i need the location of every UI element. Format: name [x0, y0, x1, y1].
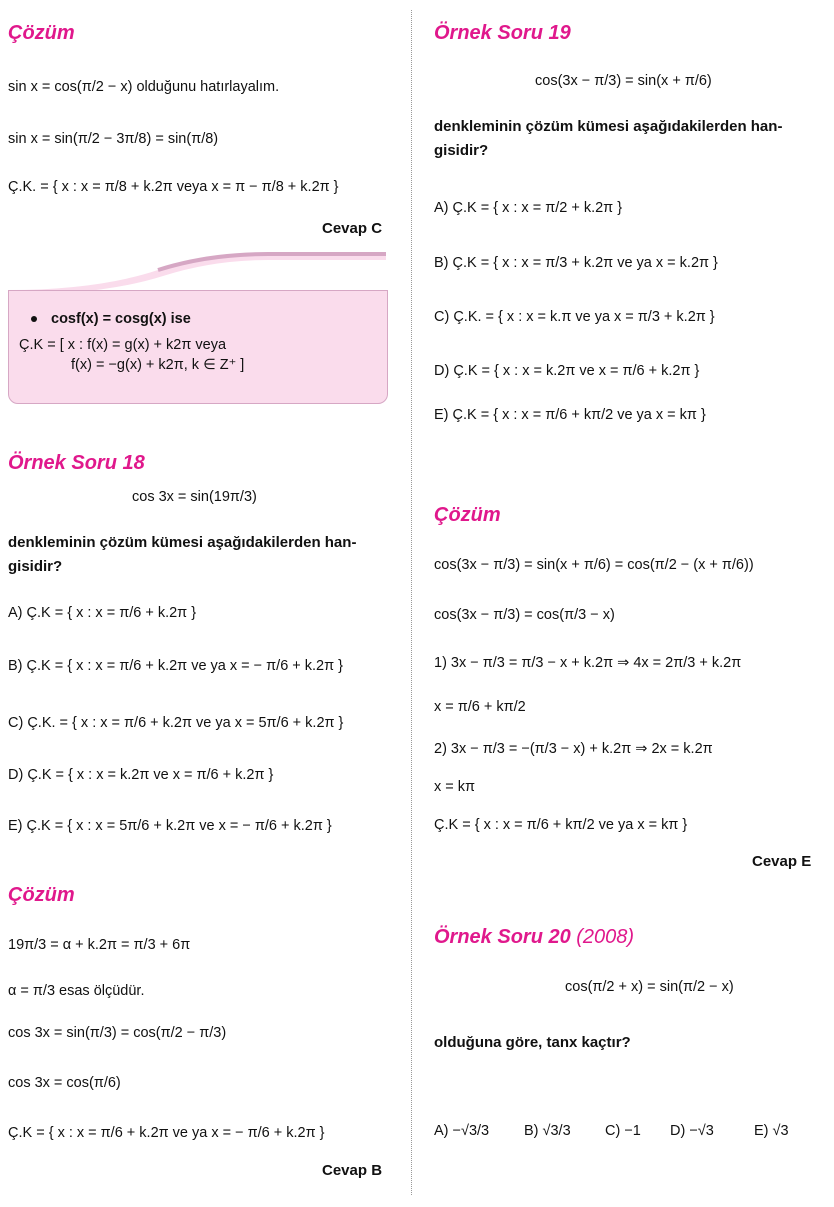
ornek19-title: Örnek Soru 19 — [434, 22, 571, 44]
cozum3-line2: cos(3x − π/3) = cos(π/3 − x) — [434, 607, 615, 623]
ornek18-title: Örnek Soru 18 — [8, 452, 145, 474]
ornek18-q2: gisidir? — [8, 558, 63, 575]
ornek20-q: olduğuna göre, tanx kaçtır? — [434, 1034, 631, 1051]
column-divider — [411, 10, 412, 1195]
cozum1-line3: Ç.K. = { x : x = π/8 + k.2π veya x = π − π/8 + k.2π } — [8, 179, 339, 195]
rule-line — [31, 311, 244, 327]
cozum3-line6: x = kπ — [434, 779, 476, 795]
cozum3-line1: cos(3x − π/3) = sin(x + π/6) = cos(π/2 − (x + π/6)) — [434, 557, 754, 573]
rule-text: cosf(x) = cosg(x) ise — [51, 311, 191, 327]
ornek19-option-e: E) Ç.K = { x : x = π/6 + kπ/2 ve ya x = kπ } — [434, 407, 706, 423]
ornek19-q2: gisidir? — [434, 142, 489, 159]
cozum1-line2: sin x = sin(π/2 − 3π/8) = sin(π/8) — [8, 131, 219, 147]
cozum3-line4: x = π/6 + kπ/2 — [434, 699, 526, 715]
ornek18-eq: cos 3x = sin(19π/3) — [132, 489, 257, 505]
ornek20-year: (2008) — [570, 926, 635, 948]
cozum2-line4: cos 3x = cos(π/6) — [8, 1075, 121, 1091]
cozum2-line2: α = π/3 esas ölçüdür. — [8, 983, 145, 999]
rule-ck1: Ç.K = [ x : f(x) = g(x) + k2π veya — [19, 337, 227, 353]
cozum2-line1: 19π/3 = α + k.2π = π/3 + 6π — [8, 937, 191, 953]
box-wave — [8, 250, 388, 295]
bullet-icon — [31, 316, 37, 322]
ornek18-q1: denkleminin çözüm kümesi aşağıdakilerden han- — [8, 534, 357, 551]
ornek20-option-a: A) −√3/3 — [434, 1123, 490, 1139]
ornek19-eq: cos(3x − π/3) = sin(x + π/6) — [535, 73, 712, 89]
rule-ck2: f(x) = −g(x) + k2π, k ∈ Z⁺ ] — [71, 357, 245, 373]
ornek20-eq: cos(π/2 + x) = sin(π/2 − x) — [565, 979, 734, 995]
ornek18-option-e: E) Ç.K = { x : x = 5π/6 + k.2π ve x = − π/6 + k.2π } — [8, 818, 332, 834]
cevap-e: Cevap E — [752, 853, 812, 870]
ornek19-option-c: C) Ç.K. = { x : x = k.π ve ya x = π/3 + k.2π } — [434, 309, 715, 325]
ornek19-option-b: B) Ç.K = { x : x = π/3 + k.2π ve ya x = k.2π } — [434, 255, 718, 271]
ornek18-option-c: C) Ç.K. = { x : x = π/6 + k.2π ve ya x = 5π/6 + k.2π } — [8, 715, 344, 731]
ornek19-q1: denkleminin çözüm kümesi aşağıdakilerden han- — [434, 118, 783, 135]
cozum3-title: Çözüm — [434, 504, 501, 526]
ornek20-title-text: Örnek Soru 20 — [434, 926, 571, 948]
ornek20-option-d: D) −√3 — [670, 1123, 714, 1139]
ornek18-option-d: D) Ç.K = { x : x = k.2π ve x = π/6 + k.2π } — [8, 767, 274, 783]
cozum3-line5: 2) 3x − π/3 = −(π/3 − x) + k.2π ⇒ 2x = k.2π — [434, 741, 713, 757]
ornek20-option-e: E) √3 — [754, 1123, 789, 1139]
cozum3-line7: Ç.K = { x : x = π/6 + kπ/2 ve ya x = kπ } — [434, 817, 688, 833]
cozum2-title: Çözüm — [8, 884, 75, 906]
ornek20-option-b: B) √3/3 — [524, 1123, 571, 1139]
cozum2-line5: Ç.K = { x : x = π/6 + k.2π ve ya x = − π/6 + k.2π } — [8, 1125, 325, 1141]
cevap-c: Cevap C — [322, 220, 383, 237]
ornek19-option-a: A) Ç.K = { x : x = π/2 + k.2π } — [434, 200, 623, 216]
ornek18-option-b: B) Ç.K = { x : x = π/6 + k.2π ve ya x = − π/6 + k.2π } — [8, 658, 344, 674]
ornek18-option-a: A) Ç.K = { x : x = π/6 + k.2π } — [8, 605, 197, 621]
ornek20-title — [434, 926, 634, 949]
cozum1-title: Çözüm — [8, 22, 75, 44]
rule-box — [8, 290, 388, 404]
ornek20-option-c: C) −1 — [605, 1123, 641, 1139]
cevap-b: Cevap B — [322, 1162, 383, 1179]
ornek19-option-d: D) Ç.K = { x : x = k.2π ve x = π/6 + k.2π } — [434, 363, 700, 379]
cozum3-line3: 1) 3x − π/3 = π/3 − x + k.2π ⇒ 4x = 2π/3 + k.2π — [434, 655, 742, 671]
cozum2-line3: cos 3x = sin(π/3) = cos(π/2 − π/3) — [8, 1025, 227, 1041]
cozum1-line1: sin x = cos(π/2 − x) olduğunu hatırlayalım. — [8, 79, 280, 95]
